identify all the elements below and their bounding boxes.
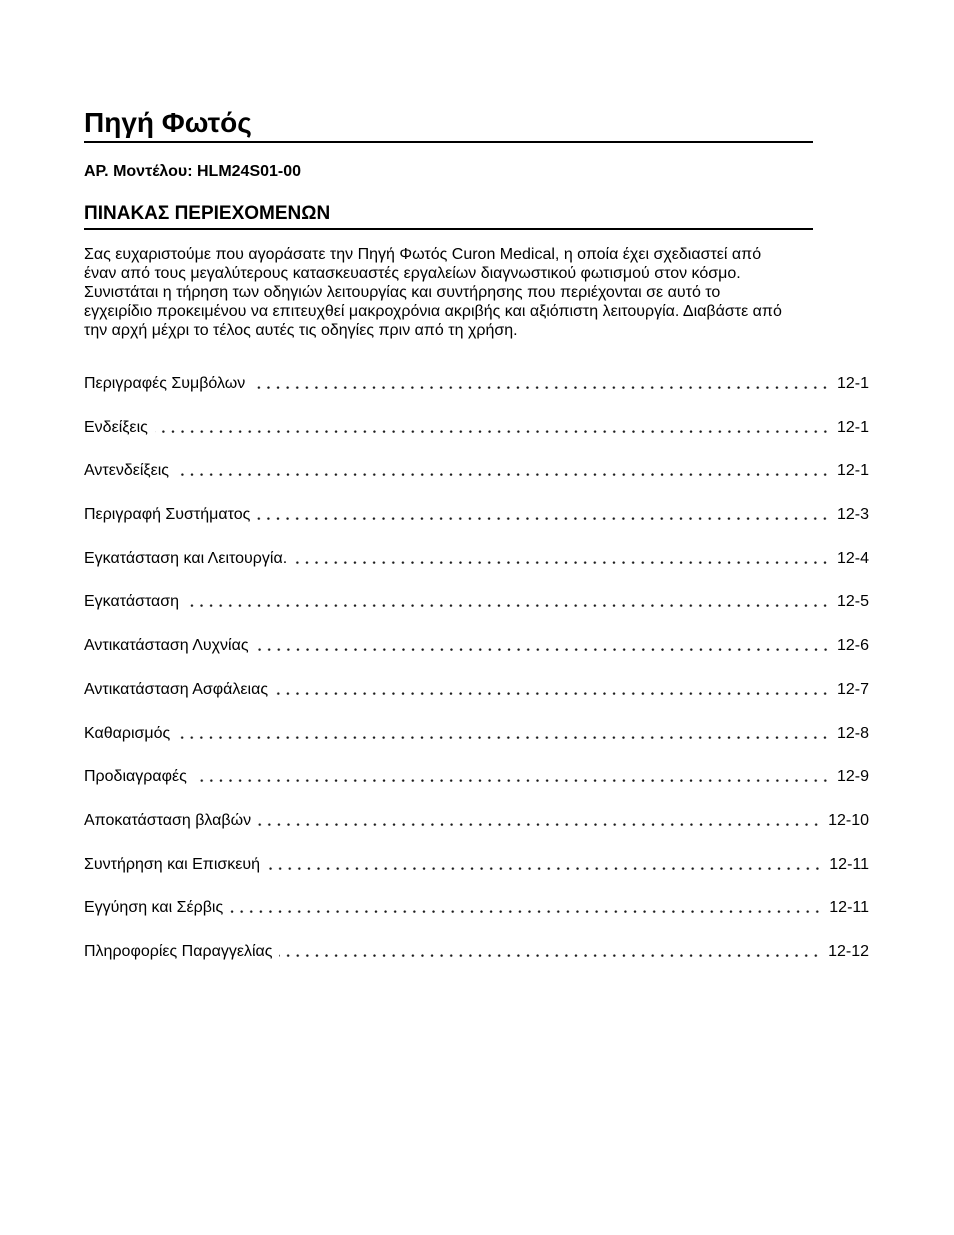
toc-entry	[84, 461, 869, 505]
toc-entry-label: Περιγραφές Συμβόλων	[84, 375, 246, 392]
toc-entry-page-number: 12-6	[836, 637, 869, 655]
toc-entry-page-number: 12-12	[828, 942, 869, 960]
model-number-label: ΑΡ. Μοντέλου:	[84, 163, 193, 180]
toc-entry-label: Αντικατάσταση Λυχνίας	[84, 637, 249, 655]
toc-entry-page-number: 12-11	[829, 899, 869, 917]
toc-entry	[84, 942, 869, 986]
toc-dot-leader	[275, 680, 830, 699]
toc-dot-leader	[177, 724, 830, 743]
toc-entry	[84, 549, 869, 593]
toc-dot-leader	[267, 855, 822, 874]
intro-line: έναν από τους μεγαλύτερους κατασκευαστές εργαλείων διαγνωστικού φωτισμού στον κόσμο.	[84, 265, 741, 282]
intro-paragraph	[84, 245, 924, 340]
toc-dot-leader	[194, 767, 830, 786]
intro-line: την αρχή μέχρι το τέλος αυτές τις οδηγίες πριν από τη χρήση.	[84, 322, 518, 339]
toc-entry-label: Αντικατάσταση Ασφάλειας	[84, 680, 269, 698]
toc-entry	[84, 724, 869, 768]
toc-entry-label: Καθαρισμός	[84, 724, 171, 742]
toc-entry	[84, 680, 869, 724]
toc-heading-divider	[84, 228, 813, 230]
toc-entry	[84, 767, 869, 811]
toc-entry	[84, 374, 869, 418]
toc-entry-page-number: 12-9	[836, 768, 869, 786]
toc-entry	[84, 418, 869, 462]
toc-entry	[84, 505, 869, 549]
toc-entry-page-number: 12-11	[829, 855, 869, 873]
toc-entry-page-number: 12-1	[836, 462, 869, 480]
toc-entry-page-number: 12-3	[836, 506, 869, 524]
toc-dot-leader	[155, 418, 830, 437]
toc-entry	[84, 592, 869, 636]
toc-dot-leader	[257, 505, 830, 524]
toc-dot-leader	[176, 461, 830, 480]
toc-entry-page-number: 12-10	[828, 811, 869, 829]
toc-entry-page-number: 12-8	[836, 724, 869, 742]
toc-entry-page-number: 12-4	[836, 549, 869, 567]
intro-line: Συνιστάται η τήρηση των οδηγιών λειτουργίας και συντήρησης που περιέχονται σε αυτό το	[84, 284, 721, 301]
intro-line: Σας ευχαριστούμε που αγοράσατε την Πηγή Φωτός Curon Medical, η οποία έχει σχεδιαστεί από	[84, 246, 762, 263]
model-number-value: HLM24S01-00	[197, 163, 302, 180]
toc-dot-leader	[294, 549, 830, 568]
toc-dot-leader	[230, 898, 822, 917]
toc-entry-label: Πληροφορίες Παραγγελίας	[84, 942, 273, 960]
model-number-line	[84, 162, 301, 182]
toc-entry-label: Προδιαγραφές	[84, 768, 187, 786]
toc-entry-page-number: 12-5	[836, 593, 869, 611]
toc-dot-leader	[258, 811, 821, 830]
toc-dot-leader	[279, 942, 821, 961]
toc-entry-label: Εγγύηση και Σέρβις	[84, 899, 224, 917]
toc-entry-page-number: 12-1	[836, 418, 869, 436]
toc-dot-leader	[252, 374, 830, 393]
toc-entry-label: Εγκατάσταση	[84, 593, 180, 611]
toc-entry-label: Εγκατάσταση και Λειτουργία.	[84, 549, 288, 567]
table-of-contents	[84, 374, 869, 986]
toc-dot-leader	[186, 592, 830, 611]
toc-heading: ΠΙΝΑΚΑΣ ΠΕΡΙΕΧΟΜΕΝΩΝ	[84, 203, 331, 224]
page-title: Πηγή Φωτός	[84, 107, 252, 138]
toc-entry	[84, 898, 869, 942]
toc-dot-leader	[256, 636, 830, 655]
toc-entry-label: Αντενδείξεις	[84, 462, 169, 480]
toc-entry-label: Ενδείξεις	[84, 418, 148, 436]
intro-line: εγχειρίδιο προκειμένου να επιτευχθεί μακροχρόνια ακριβής και αξιόπιστη λειτουργία. Διαβάστε από	[84, 303, 782, 320]
toc-entry	[84, 855, 869, 899]
toc-entry-label: Περιγραφή Συστήματος	[84, 506, 251, 524]
toc-entry-page-number: 12-7	[836, 680, 869, 698]
toc-entry	[84, 636, 869, 680]
toc-entry-label: Αποκατάσταση βλαβών	[84, 811, 252, 829]
toc-entry-label: Συντήρηση και Επισκευή	[84, 855, 261, 873]
toc-entry	[84, 811, 869, 855]
title-divider	[84, 141, 813, 143]
toc-entry-page-number: 12-1	[836, 375, 869, 392]
